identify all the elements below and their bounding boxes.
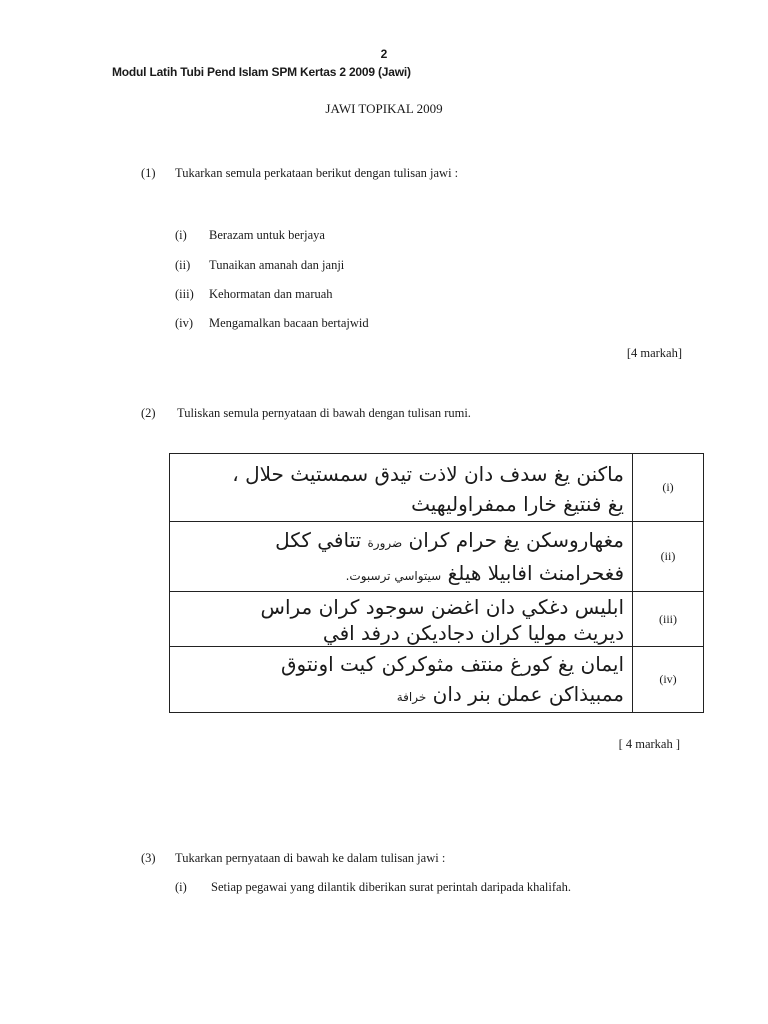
row-number: (iv) bbox=[633, 647, 704, 713]
q2-marks: [ 4 markah ] bbox=[618, 737, 680, 751]
q3-number: (3) bbox=[141, 851, 156, 865]
jawi-small-word: ضرورة bbox=[367, 535, 403, 550]
jawi-line: يغ فنتيغ خارا ممفراوليهيث bbox=[411, 491, 624, 516]
q1-number: (1) bbox=[141, 166, 156, 180]
jawi-fragment: مغهاروسكن يغ حرام كران bbox=[408, 527, 624, 552]
q1-item-number: (iv) bbox=[175, 316, 194, 330]
table-row bbox=[170, 647, 704, 713]
jawi-fragment: ممبيذاكن عملن بنر دان bbox=[432, 682, 624, 706]
jawi-small-word: خرافة bbox=[396, 690, 427, 704]
row-number: (i) bbox=[633, 454, 704, 522]
jawi-text-cell bbox=[170, 647, 633, 713]
jawi-fragment: فغحرامنث افابيلا هيلغ bbox=[447, 560, 624, 585]
module-header: Modul Latih Tubi Pend Islam SPM Kertas 2 2009 (Jawi) bbox=[112, 65, 411, 79]
jawi-line: ابليس دغكي دان اغضن سوجود كران مراس bbox=[260, 595, 624, 619]
jawi-line bbox=[174, 558, 624, 591]
q1-item-text: Kehormatan dan maruah bbox=[209, 287, 333, 301]
q3-instruction: Tukarkan pernyataan di bawah ke dalam tulisan jawi : bbox=[175, 851, 446, 865]
jawi-text-cell bbox=[170, 454, 633, 522]
row-number: (ii) bbox=[633, 522, 704, 592]
q1-item-number: (i) bbox=[175, 228, 187, 242]
jawi-line: ماكنن يغ سدف دان لاذت تيدق سمستيث حلال ، bbox=[232, 461, 624, 486]
q1-item-number: (iii) bbox=[175, 287, 194, 301]
q1-item-number: (ii) bbox=[175, 258, 191, 272]
jawi-line: ديريث موليا كران دجاديكن درفد افي bbox=[322, 621, 624, 645]
jawi-line bbox=[174, 679, 624, 712]
jawi-text-cell bbox=[170, 592, 633, 647]
q1-item-text: Berazam untuk berjaya bbox=[209, 228, 325, 242]
jawi-line: ايمان يغ كورغ منتف مثوكركن كيت اونتوق bbox=[281, 652, 624, 676]
q2-instruction: Tuliskan semula pernyataan di bawah dengan tulisan rumi. bbox=[177, 406, 471, 420]
jawi-table bbox=[169, 453, 704, 713]
page-number: 2 bbox=[380, 47, 388, 61]
q1-item-text: Tunaikan amanah dan janji bbox=[209, 258, 345, 272]
jawi-small-word: سيتواسي ترسبوت. bbox=[345, 568, 442, 583]
table-row bbox=[170, 522, 704, 592]
q3-item-number: (i) bbox=[175, 880, 187, 894]
q1-item-text: Mengamalkan bacaan bertajwid bbox=[209, 316, 369, 330]
page-title: JAWI TOPIKAL 2009 bbox=[325, 101, 443, 116]
jawi-line bbox=[174, 525, 624, 558]
q1-instruction: Tukarkan semula perkataan berikut dengan tulisan jawi : bbox=[175, 166, 459, 180]
table-row bbox=[170, 592, 704, 647]
jawi-fragment: تتافي ككل bbox=[275, 527, 362, 552]
jawi-text-cell bbox=[170, 522, 633, 592]
q1-marks: [4 markah] bbox=[626, 346, 682, 360]
row-number: (iii) bbox=[633, 592, 704, 647]
q2-number: (2) bbox=[141, 406, 156, 420]
table-row bbox=[170, 454, 704, 522]
q3-item-text: Setiap pegawai yang dilantik diberikan surat perintah daripada khalifah. bbox=[211, 880, 571, 894]
